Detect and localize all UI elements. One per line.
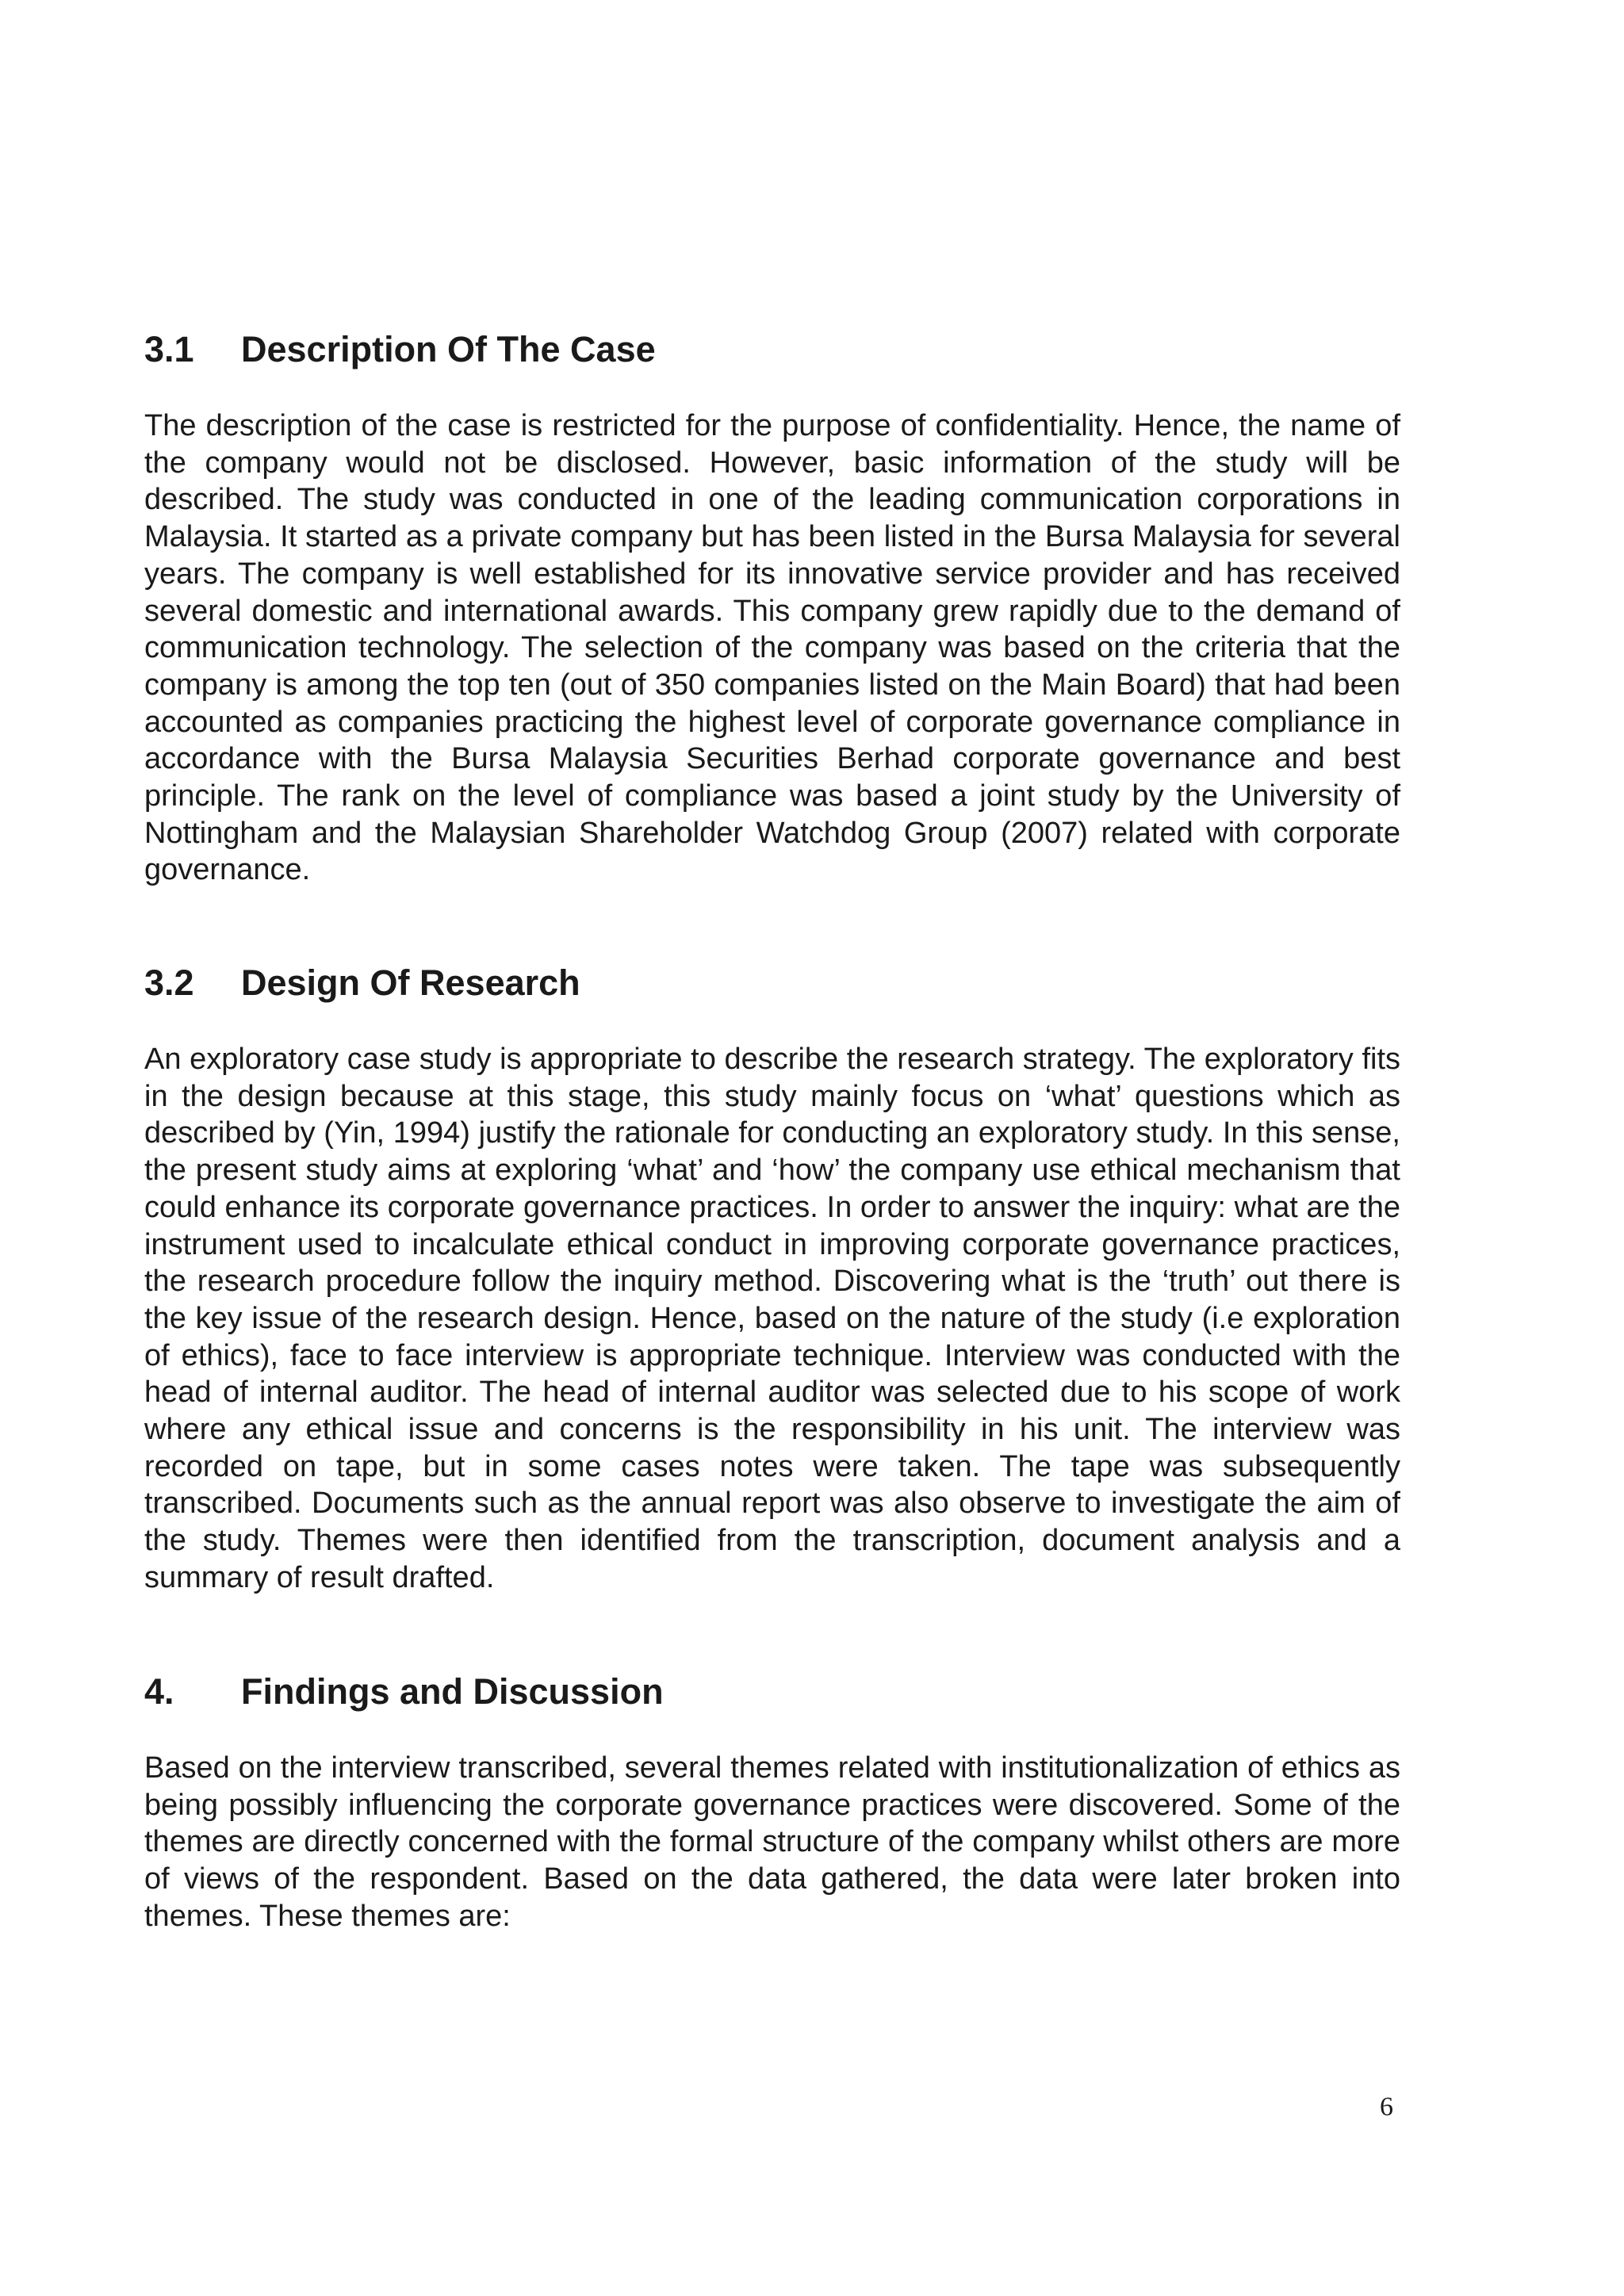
section-title: Description Of The Case (241, 329, 656, 369)
page-number: 6 (1380, 2092, 1393, 2122)
section-number: 4. (144, 1671, 174, 1712)
section-paragraph-3-2: An exploratory case study is appropriate to describe the research strategy. The exploratory fits in the design because at this stage, this study mainly focus on ‘what’ questions which as described by (Yin, 1994) justify the rationale for conducting an exploratory study. In this sense, the present study aims at exploring ‘what’ and ‘how’ the company use ethical mechanism that could enhance its corporate governance practices. In order to answer the inquiry: what are the instrument used to incalculate ethical conduct in improving corporate governance practices, the research procedure follow the inquiry method. Discovering what is the ‘truth’ out there is the key issue of the research design. Hence, based on the nature of the study (i.e exploration of ethics), face to face interview is appropriate technique. Interview was conducted with the head of internal auditor. The head of internal auditor was selected due to his scope of work where any ethical issue and concerns is the responsibility in his unit. The interview was recorded on tape, but in some cases notes were taken. The tape was subsequently transcribed. Documents such as the annual report was also observe to investigate the aim of the study. Themes were then identified from the transcription, document analysis and a summary of result drafted. (144, 1043, 1400, 1594)
section-heading-4 (144, 1670, 1400, 1714)
section-paragraph-3-1: The description of the case is restricted for the purpose of confidentiality. Hence, the name of the company would not be disclosed. However, basic information of the study will be described. The study was conducted in one of the leading communication corporations in Malaysia. It started as a private company but has been listed in the Bursa Malaysia for several years. The company is well established for its innovative service provider and has received several domestic and international awards. This company grew rapidly due to the demand of communication technology. The selection of the company was based on the criteria that the company is among the top ten (out of 350 companies listed on the Main Board) that had been accounted as companies practicing the highest level of corporate governance compliance in accordance with the Bursa Malaysia Securities Berhad corporate governance and best principle. The rank on the level of compliance was based a joint study by the University of Nottingham and the Malaysian Shareholder Watchdog Group (2007) related with corporate governance. (144, 409, 1400, 887)
section-title: Design Of Research (241, 962, 580, 1003)
section-heading-3-1 (144, 327, 1400, 372)
section-number: 3.1 (144, 329, 194, 369)
section-title: Findings and Discussion (241, 1671, 664, 1712)
section-number: 3.2 (144, 962, 194, 1003)
section-heading-3-2 (144, 961, 1400, 1005)
section-paragraph-4: Based on the interview transcribed, several themes related with institutionalization of ethics as being possibly influencing the corporate governance practices were discovered. Some of the themes are directly concerned with the formal structure of the company whilst others are more of views of the respondent. Based on the data gathered, the data were later broken into themes. These themes are: (144, 1751, 1400, 1933)
